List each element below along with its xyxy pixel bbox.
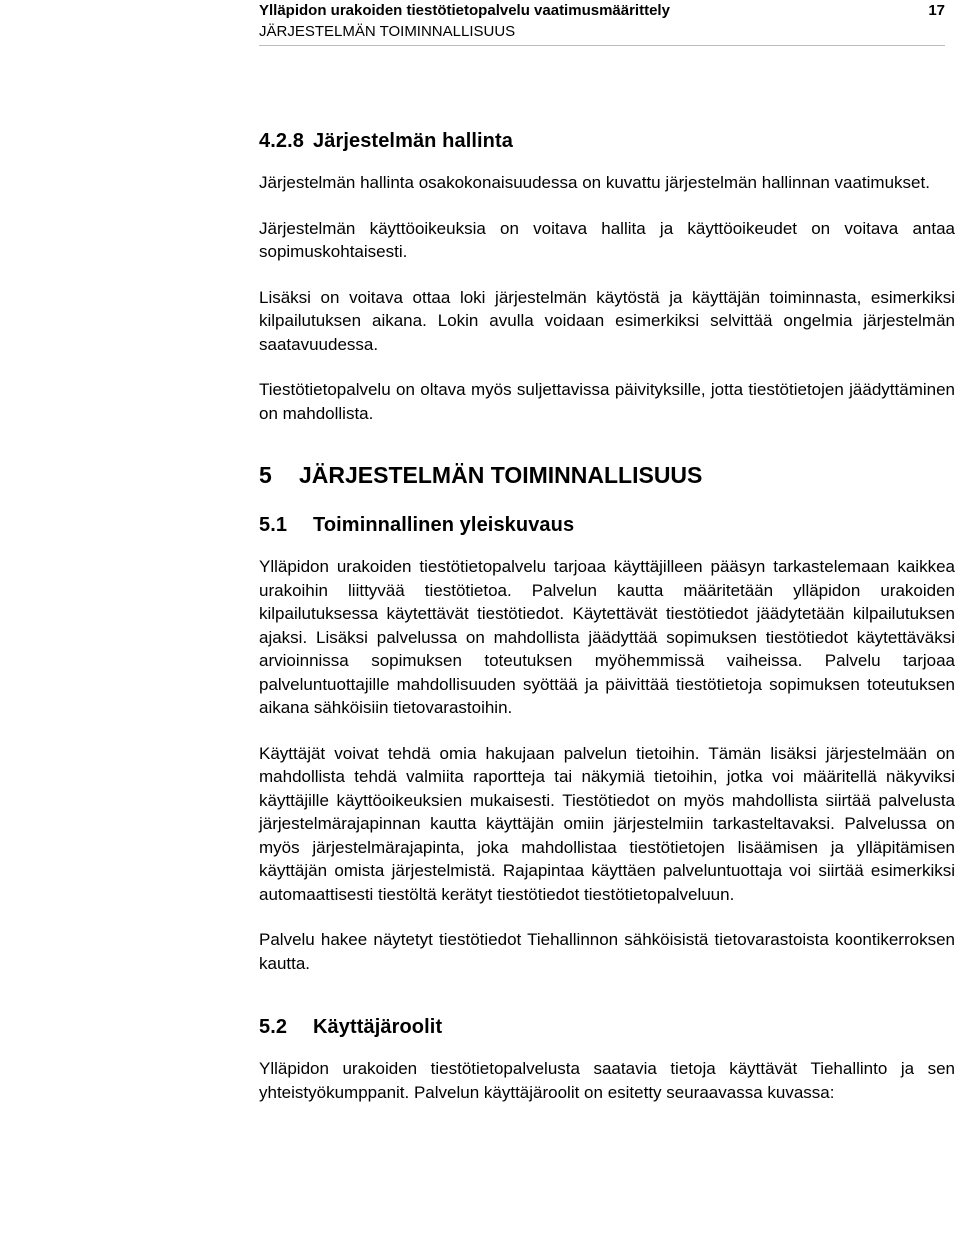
section-heading-5-1: 5.1 Toiminnallinen yleiskuvaus bbox=[259, 514, 575, 536]
paragraph: Palvelu hakee näytetyt tiestötiedot Tiehallinnon sähköisistä tietovarastoista koontikerroksen kautta. bbox=[259, 930, 955, 973]
section-heading-5-2: 5.2 Käyttäjäroolit bbox=[259, 1016, 443, 1038]
section-heading-4-2-8: 4.2.8 Järjestelmän hallinta bbox=[259, 130, 513, 152]
page-number: 17 bbox=[928, 2, 945, 19]
chapter-running-head: JÄRJESTELMÄN TOIMINNALLISUUS bbox=[259, 23, 516, 40]
paragraph: Ylläpidon urakoiden tiestötietopalvelusta saatavia tietoja käyttävät Tiehallinto ja sen yhteistyökumppanit. Palvelun käyttäjäroolit on esitetty seuraavassa kuvassa: bbox=[259, 1059, 955, 1102]
document-body bbox=[259, 123, 955, 1104]
header-divider bbox=[259, 45, 945, 46]
paragraph: Käyttäjät voivat tehdä omia hakujaan palvelun tietoihin. Tämän lisäksi järjestelmään on mahdollista tehdä valmiita raportteja tai näkymiä tietoihin, jotka voi määritellä näkyviksi käyttäjille käyttöoikeuksien mukaisesti. Tiestötiedot on myös mahdollista siirtää palvelusta järjestelmärajapinnan kautta käyttäjän omiin järjestelmiin tarkasteltavaksi. Palvelussa on myös järjestelmärajapinta, joka mahdollistaa tiestötietojen lisäämisen ja ylläpitämisen käyttäjän omista järjestelmistä. Rajapintaa käyttäen palveluntuottaja voi siirtää esimerkiksi automaattisesti tiestöltä kerätyt tiestötiedot tiestötietopalveluun. bbox=[259, 743, 955, 904]
page-header bbox=[259, 0, 945, 42]
paragraph: Lisäksi on voitava ottaa loki järjestelmän käytöstä ja käyttäjän toiminnasta, esimerkiksi kilpailutuksen aikana. Lokin avulla voidaan esimerkiksi selvittää ongelmia järjestelmän saatavuudessa. bbox=[259, 287, 955, 354]
document-title: Ylläpidon urakoiden tiestötietopalvelu vaatimusmäärittely bbox=[259, 2, 670, 19]
paragraph: Ylläpidon urakoiden tiestötietopalvelu tarjoaa käyttäjilleen pääsyn tarkastelemaan kaikkea urakoihin liittyvää tiestötietoa. Palvelun kautta määritetään ylläpidon urakoiden kilpailutuksessa käytettävät tiestötiedot. Käytettävät tiestötiedot jäädytetään kilpailutuksen ajaksi. Lisäksi palvelussa on mahdollista jäädyttää sopimuksen tiestötiedot käytettäväksi arvioinnissa sopimuksen toteutuksen myöhemmissä vaiheissa. Palvelu tarjoaa palveluntuottajille mahdollisuuden syöttää ja päivittää tiestötietoja sopimuksen toteutuksen aikana sähköisiin tietovarastoihin. bbox=[259, 557, 955, 717]
paragraph: Järjestelmän käyttöoikeuksia on voitava hallita ja käyttöoikeudet on voitava antaa sopimuskohtaisesti. bbox=[259, 218, 955, 261]
paragraph: Tiestötietopalvelu on oltava myös suljettavissa päivityksille, jotta tiestötietojen jäädyttäminen on mahdollista. bbox=[259, 380, 955, 423]
chapter-heading-5: 5 JÄRJESTELMÄN TOIMINNALLISUUS bbox=[259, 462, 703, 488]
paragraph: Järjestelmän hallinta osakokonaisuudessa on kuvattu järjestelmän hallinnan vaatimukset. bbox=[259, 173, 930, 192]
